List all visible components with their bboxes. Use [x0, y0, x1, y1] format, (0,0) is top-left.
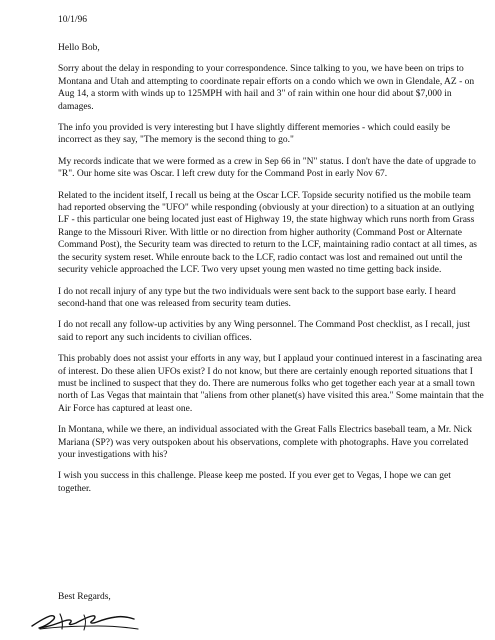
paragraph-aliens: This probably does not assist your efforts in any way, but I applaud your continued interest in a fascinating area of interest. Do these alien UFOs exist? I do not know, but there are certainly enough reported situations that I must be inclined to suspect that they do. There are numerous folks who get together each year at a small town north of Las Vegas that maintain that "aliens from other planet(s) have visited this area." Some maintain that the Air Force has captured at least one. [58, 354, 484, 414]
letter-date: 10/1/96 [58, 15, 88, 25]
handwritten-signature-icon [26, 608, 144, 634]
paragraph-montana: In Montana, while we there, an individual associated with the Great Falls Electrics baseball team, a Mr. Nick Mariana (SP?) was very outspoken about his observations, complete with photographs. Have you correlated your investigations with his? [58, 425, 472, 460]
letter-body [58, 42, 486, 504]
paragraph-closing-wish: I wish you success in this challenge. Please keep me posted. If you ever get to Vegas, I hope we can get together. [58, 471, 451, 494]
paragraph-records: My records indicate that we were formed as a crew in Sep 66 in "N" status. I don't have the date of upgrade to "R". Our home site was Oscar. I left crew duty for the Command Post in early Nov 67. [58, 156, 476, 180]
paragraph-incident: Related to the incident itself, I recall us being at the Oscar LCF. Topside security notified us the mobile team had reported observing the "UFO" while responding (obviously at your direction) to a situation at an outlying LF - this particular one being located just east of Highway 19, the state highway which runs north from Grass Range to the Missouri River. With little or no direction from higher authority (Command Post or Alternate Command Post), the Security team was directed to return to the LCF, maintaining radio contact at all times, as the security system reset. While enroute back to the LCF, radio contact was lost and remained out until the security vehicle approached the LCF. Two very upset young men wasted no time getting back inside. [58, 190, 477, 276]
paragraph-injury: I do not recall injury of any type but the two individuals were sent back to the support base early. I heard second-hand that one was released from security team duties. [58, 286, 456, 309]
paragraph-memories: The info you provided is very interesting but I have slightly different memories - which could easily be incorrect as they say, "The memory is the second thing to go." [58, 123, 451, 146]
closing: Best Regards, [58, 592, 111, 602]
salutation: Hello Bob, [58, 43, 100, 53]
paragraph-delay: Sorry about the delay in responding to your correspondence. Since talking to you, we have been on trips to Montana and Utah and attempting to coordinate repair efforts on a condo which we own in Glendale, AZ - on Aug 14, a storm with winds up to 125MPH with hail and 3" of rain within one hour did about $7,000 in damages. [58, 64, 475, 112]
paragraph-follow-up: I do not recall any follow-up activities by any Wing personnel. The Command Post checklist, as I recall, just said to report any such incidents to civilian offices. [58, 320, 471, 343]
